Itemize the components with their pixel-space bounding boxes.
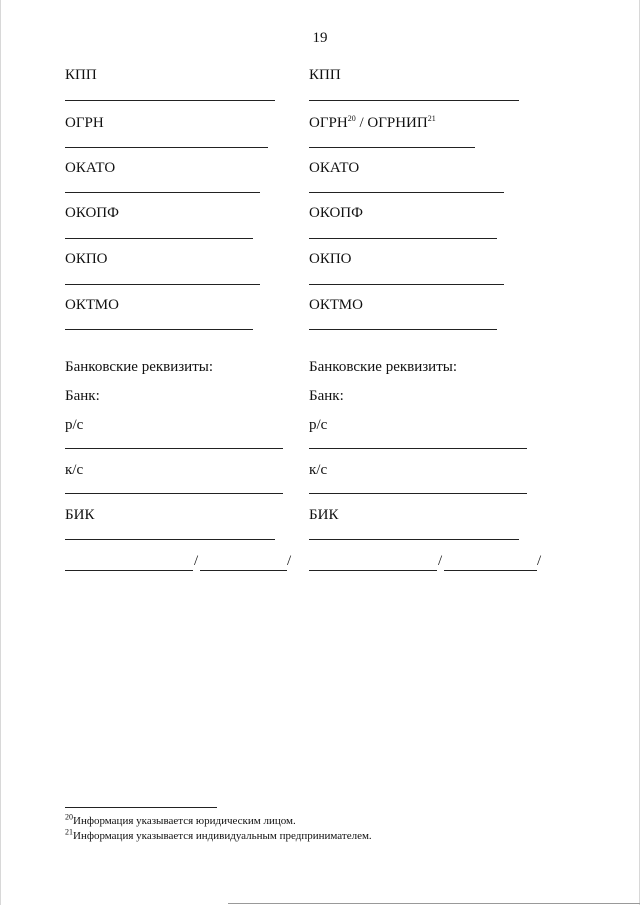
left-okpo-label: ОКПО xyxy=(65,251,108,267)
page-edge-left xyxy=(0,0,1,905)
footnote-20-text: Информация указывается юридическим лицом. xyxy=(73,815,296,827)
footnote-separator xyxy=(65,807,217,808)
footnote-21 xyxy=(65,827,372,842)
right-signature-slash-1: / xyxy=(438,553,443,569)
footnote-21-number: 21 xyxy=(65,827,73,837)
right-okopf-label: ОКОПФ xyxy=(309,205,363,221)
left-okpo-field[interactable] xyxy=(65,284,260,285)
right-okopf-field[interactable] xyxy=(309,238,497,239)
footnote-21-text: Информация указывается индивидуальным предпринимателем. xyxy=(73,830,372,842)
left-ogrn-field[interactable] xyxy=(65,147,268,148)
right-ogrnip-text: / ОГРНИП xyxy=(355,115,428,131)
right-ogrn-field[interactable] xyxy=(309,147,475,148)
right-ogrn-label xyxy=(309,115,436,132)
right-okpo-label: ОКПО xyxy=(309,251,352,267)
left-okato-label: ОКАТО xyxy=(65,160,116,176)
right-oktmo-field[interactable] xyxy=(309,329,497,330)
footnote-ref-21: 21 xyxy=(427,114,436,123)
page-number: 19 xyxy=(312,30,328,46)
right-ogrn-text: ОГРН xyxy=(309,115,348,131)
right-ks-label: к/с xyxy=(309,462,328,478)
right-rs-label: р/с xyxy=(309,417,328,433)
right-okato-field[interactable] xyxy=(309,192,504,193)
right-signature-slash-2: / xyxy=(537,553,542,569)
right-ks-field[interactable] xyxy=(309,493,527,494)
right-signature-name-field[interactable] xyxy=(444,570,537,571)
right-bik-field[interactable] xyxy=(309,539,519,540)
footnote-ref-20: 20 xyxy=(347,114,356,123)
right-rs-field[interactable] xyxy=(309,448,527,449)
right-kpp-label: КПП xyxy=(309,67,341,83)
right-oktmo-label: ОКТМО xyxy=(309,297,363,313)
left-bik-field[interactable] xyxy=(65,539,275,540)
left-ks-field[interactable] xyxy=(65,493,283,494)
left-okopf-field[interactable] xyxy=(65,238,253,239)
left-oktmo-field[interactable] xyxy=(65,329,253,330)
right-bank-details-label: Банковские реквизиты: xyxy=(309,359,458,375)
left-ks-label: к/с xyxy=(65,462,84,478)
right-signature-field[interactable] xyxy=(309,570,437,571)
left-okato-field[interactable] xyxy=(65,192,260,193)
page-bottom-edge xyxy=(228,903,640,904)
left-signature-field[interactable] xyxy=(65,570,193,571)
footnote-20-number: 20 xyxy=(65,812,73,822)
left-signature-slash-1: / xyxy=(194,553,199,569)
left-signature-name-field[interactable] xyxy=(200,570,287,571)
right-kpp-field[interactable] xyxy=(309,100,519,101)
left-rs-label: р/с xyxy=(65,417,84,433)
left-kpp-field[interactable] xyxy=(65,100,275,101)
right-bik-label: БИК xyxy=(309,507,339,523)
left-bank-details-label: Банковские реквизиты: xyxy=(65,359,214,375)
right-bank-label: Банк: xyxy=(309,388,344,404)
right-okpo-field[interactable] xyxy=(309,284,504,285)
left-rs-field[interactable] xyxy=(65,448,283,449)
left-kpp-label: КПП xyxy=(65,67,97,83)
left-oktmo-label: ОКТМО xyxy=(65,297,119,313)
left-signature-slash-2: / xyxy=(287,553,292,569)
left-bik-label: БИК xyxy=(65,507,95,523)
right-okato-label: ОКАТО xyxy=(309,160,360,176)
left-ogrn-label: ОГРН xyxy=(65,115,104,131)
footnote-20 xyxy=(65,812,296,827)
left-okopf-label: ОКОПФ xyxy=(65,205,119,221)
left-bank-label: Банк: xyxy=(65,388,100,404)
